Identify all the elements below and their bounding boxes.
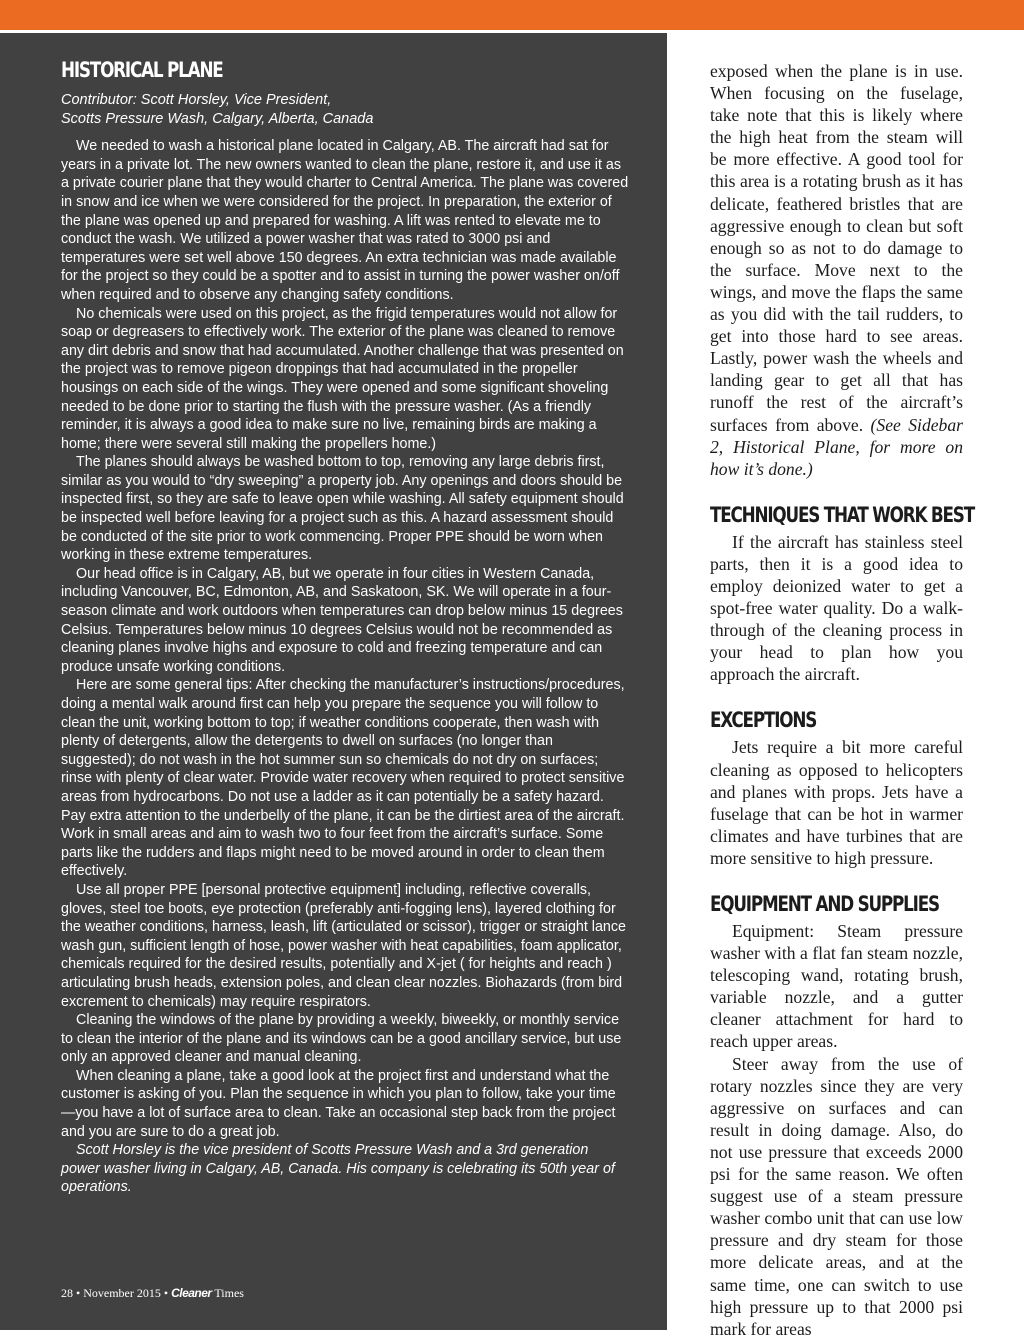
section-heading: TECHNIQUES THAT WORK BEST [710, 502, 974, 527]
sidebar-title: HISTORICAL PLANE [61, 58, 223, 82]
article-column [710, 60, 974, 1340]
section-paragraph: Steer away from the use of rotary nozzles since they are very aggressive on surfaces and can result in doing damage. Also, do not use pressure that exceeds 2000 psi for the same reason. We often suggest use of a steam pressure washer combo unit that can use low pressure and dry steam for those more delicate areas, and at the same time, one can switch to use high pressure up to that 2000 psi mark for areas [710, 1053, 963, 1339]
sidebar-paragraph: The planes should always be washed bottom to top, removing any large debris first, similar as you would to “dry sweeping” a property job. Any openings and doors should be inspected first, so they are safe to leave open while washing. All safety equipment should be inspected well before leaving for a project such as this. A hazard assessment should be conducted of the site prior to work commencing. Proper PPE should be worn when working in these extreme temperatures. [61, 454, 624, 564]
section-heading: EXCEPTIONS [710, 708, 817, 733]
sidebar-paragraph: Here are some general tips: After checking the manufacturer’s instructions/procedures, doing a mental walk around first can help you prepare the sequence you will follow to clean the unit, working bottom to top; if weather conditions cooperate, then wash with plenty of detergents, allow the detergents to dwell on surfaces (no longer than suggested); do not wash in the hot summer sun so chemicals do not dry on surfaces; rinse with plenty of clear water. Provide water recovery when required to protect sensitive areas from hydrocarbons. Do not use a ladder as it can potentially be a safety hazard. Pay extra attention to the underbelly of the plane, it can be the dirtiest area of the aircraft. Work in small areas and aim to wash two to four feet from the aircraft’s surface. Some parts like the rudders and flaps might need to be moved around in order to clean them effectively. [61, 677, 625, 880]
sidebar-reference: (See Sidebar 2, Historical Plane, for more on how it’s done.) [710, 414, 963, 479]
author-bio: Scott Horsley is the vice president of Scotts Pressure Wash and a 3rd generation power washer living in Calgary, AB, Canada. His company is celebrating its 50th year of operations. [61, 1142, 615, 1196]
intro-text: exposed when the plane is in use. When focusing on the fuselage, take note that this is likely where the high heat from the steam will be more effective. A good tool for this area is a rotating brush as it has delicate, feathered bristles that are aggressive enough to clean but soft enough so as not to do damage to the surface. Move next to the wings, and move the flaps the same as you did with the tail rudders, to get into those hard to see areas. Lastly, power wash the wheels and landing gear to get all that has runoff the rest of the aircraft’s surfaces from above. [710, 61, 963, 435]
sidebar-paragraph: Use all proper PPE [personal protective equipment] including, reflective coveralls, gloves, steel toe boots, eye protection (preferably anti-fogging lens), layered clothing for the weather conditions, harness, leash, lift (articulated or scissor), trigger or straight lance wash gun, sufficient length of hose, power washer with heat capabilities, foam applicator, chemicals required for the desired results, potentially and X-jet ( for heights and reach ) articulating brush heads, extension poles, and clean clear nozzles. Biohazards (from bird excrement to chemicals) may require respirators. [61, 881, 626, 1010]
sidebar-body [61, 137, 629, 1197]
sidebar-paragraph: Cleaning the windows of the plane by providing a weekly, biweekly, or monthly service to clean the interior of the plane and its windows can be a good ancillary service, but use only an approved cleaner and manual cleaning. [61, 1012, 622, 1066]
top-accent-bar [0, 0, 1024, 30]
sidebar-paragraph: Our head office is in Calgary, AB, but we operate in four cities in Western Canada, including Vancouver, BC, Edmonton, AB, and Saskatoon, SK. We will operate in a four-season climate and work outdoors when temperatures can drop below minus 15 degrees Celsius. Temperatures below minus 10 degrees Celsius would not be recommended as cleaning planes involve highs and exposure to cold and freezing temperature and can produce unsafe working conditions. [61, 565, 623, 675]
section-paragraph: If the aircraft has stainless steel parts, then it is a good idea to employ deionized water to get a spot-free water quality. Do a walk-through of the cleaning process in your head to plan how you approach the aircraft. [710, 531, 963, 685]
section-paragraph: Jets require a bit more careful cleaning as opposed to helicopters and planes with props. Jets have a fuselage that can be hot in warmer climates and have turbines that are more sensitive to high pressure. [710, 737, 963, 868]
section-heading: EQUIPMENT AND SUPPLIES [710, 892, 939, 916]
sidebar-paragraph: No chemicals were used on this project, as the frigid temperatures would not allow for soap or degreasers to effectively work. The exterior of the plane was cleaned to remove any dirt debris and snow that had accumulated. Another challenge that was presented on the project was to remove pigeon droppings that had accumulated in the propeller housings on each side of the wings. They were opened and some significant shoveling needed to be done prior to starting the flush with the pressure washer. (As a friendly reminder, it is always a good idea to make sure no live, remaining birds are making a home; there were several still making the propellers home.) [61, 305, 624, 452]
page-footer [61, 1286, 244, 1301]
footer-magazine-name: Cleaner [171, 1286, 212, 1300]
article-intro [710, 60, 963, 480]
footer-page-info: 28 • November 2015 • [61, 1286, 169, 1300]
footer-magazine-name-2: Times [214, 1286, 244, 1300]
sidebar-paragraph: We needed to wash a historical plane located in Calgary, AB. The aircraft had sat for years in a private lot. The new owners wanted to clean the plane, restore it, and use it as a private courier plane that they would charter to Central America. The plane was covered in snow and ice when we were considered for the project. In preparation, the exterior of the plane was opened up and prepared for washing. A lift was rented to elevate me to conduct the wash. We utilized a power washer that was rated to 3000 psi and temperatures were set well above 150 degrees. An extra technician was made available for the project so they could be a spotter and to assist in turning the power washer on/off when required and to observe any changing safety conditions. [61, 138, 629, 303]
sidebar-historical-plane [0, 33, 667, 1330]
sidebar-contributor [61, 91, 629, 128]
sidebar-paragraph: When cleaning a plane, take a good look at the project first and understand what the customer is asking of you. Plan the sequence in which you plan to follow, take your time—you have a lot of surface area to clean. Take an occasional step back from the project and you are sure to do a great job. [61, 1067, 616, 1140]
section-paragraph: Equipment: Steam pressure washer with a flat fan steam nozzle, telescoping wand, rotating brush, variable nozzle, and a gutter cleaner attachment for hard to reach upper areas. [710, 921, 963, 1052]
contributor-line: Scotts Pressure Wash, Calgary, Alberta, Canada [61, 110, 374, 127]
contributor-line: Contributor: Scott Horsley, Vice President, [61, 92, 332, 108]
